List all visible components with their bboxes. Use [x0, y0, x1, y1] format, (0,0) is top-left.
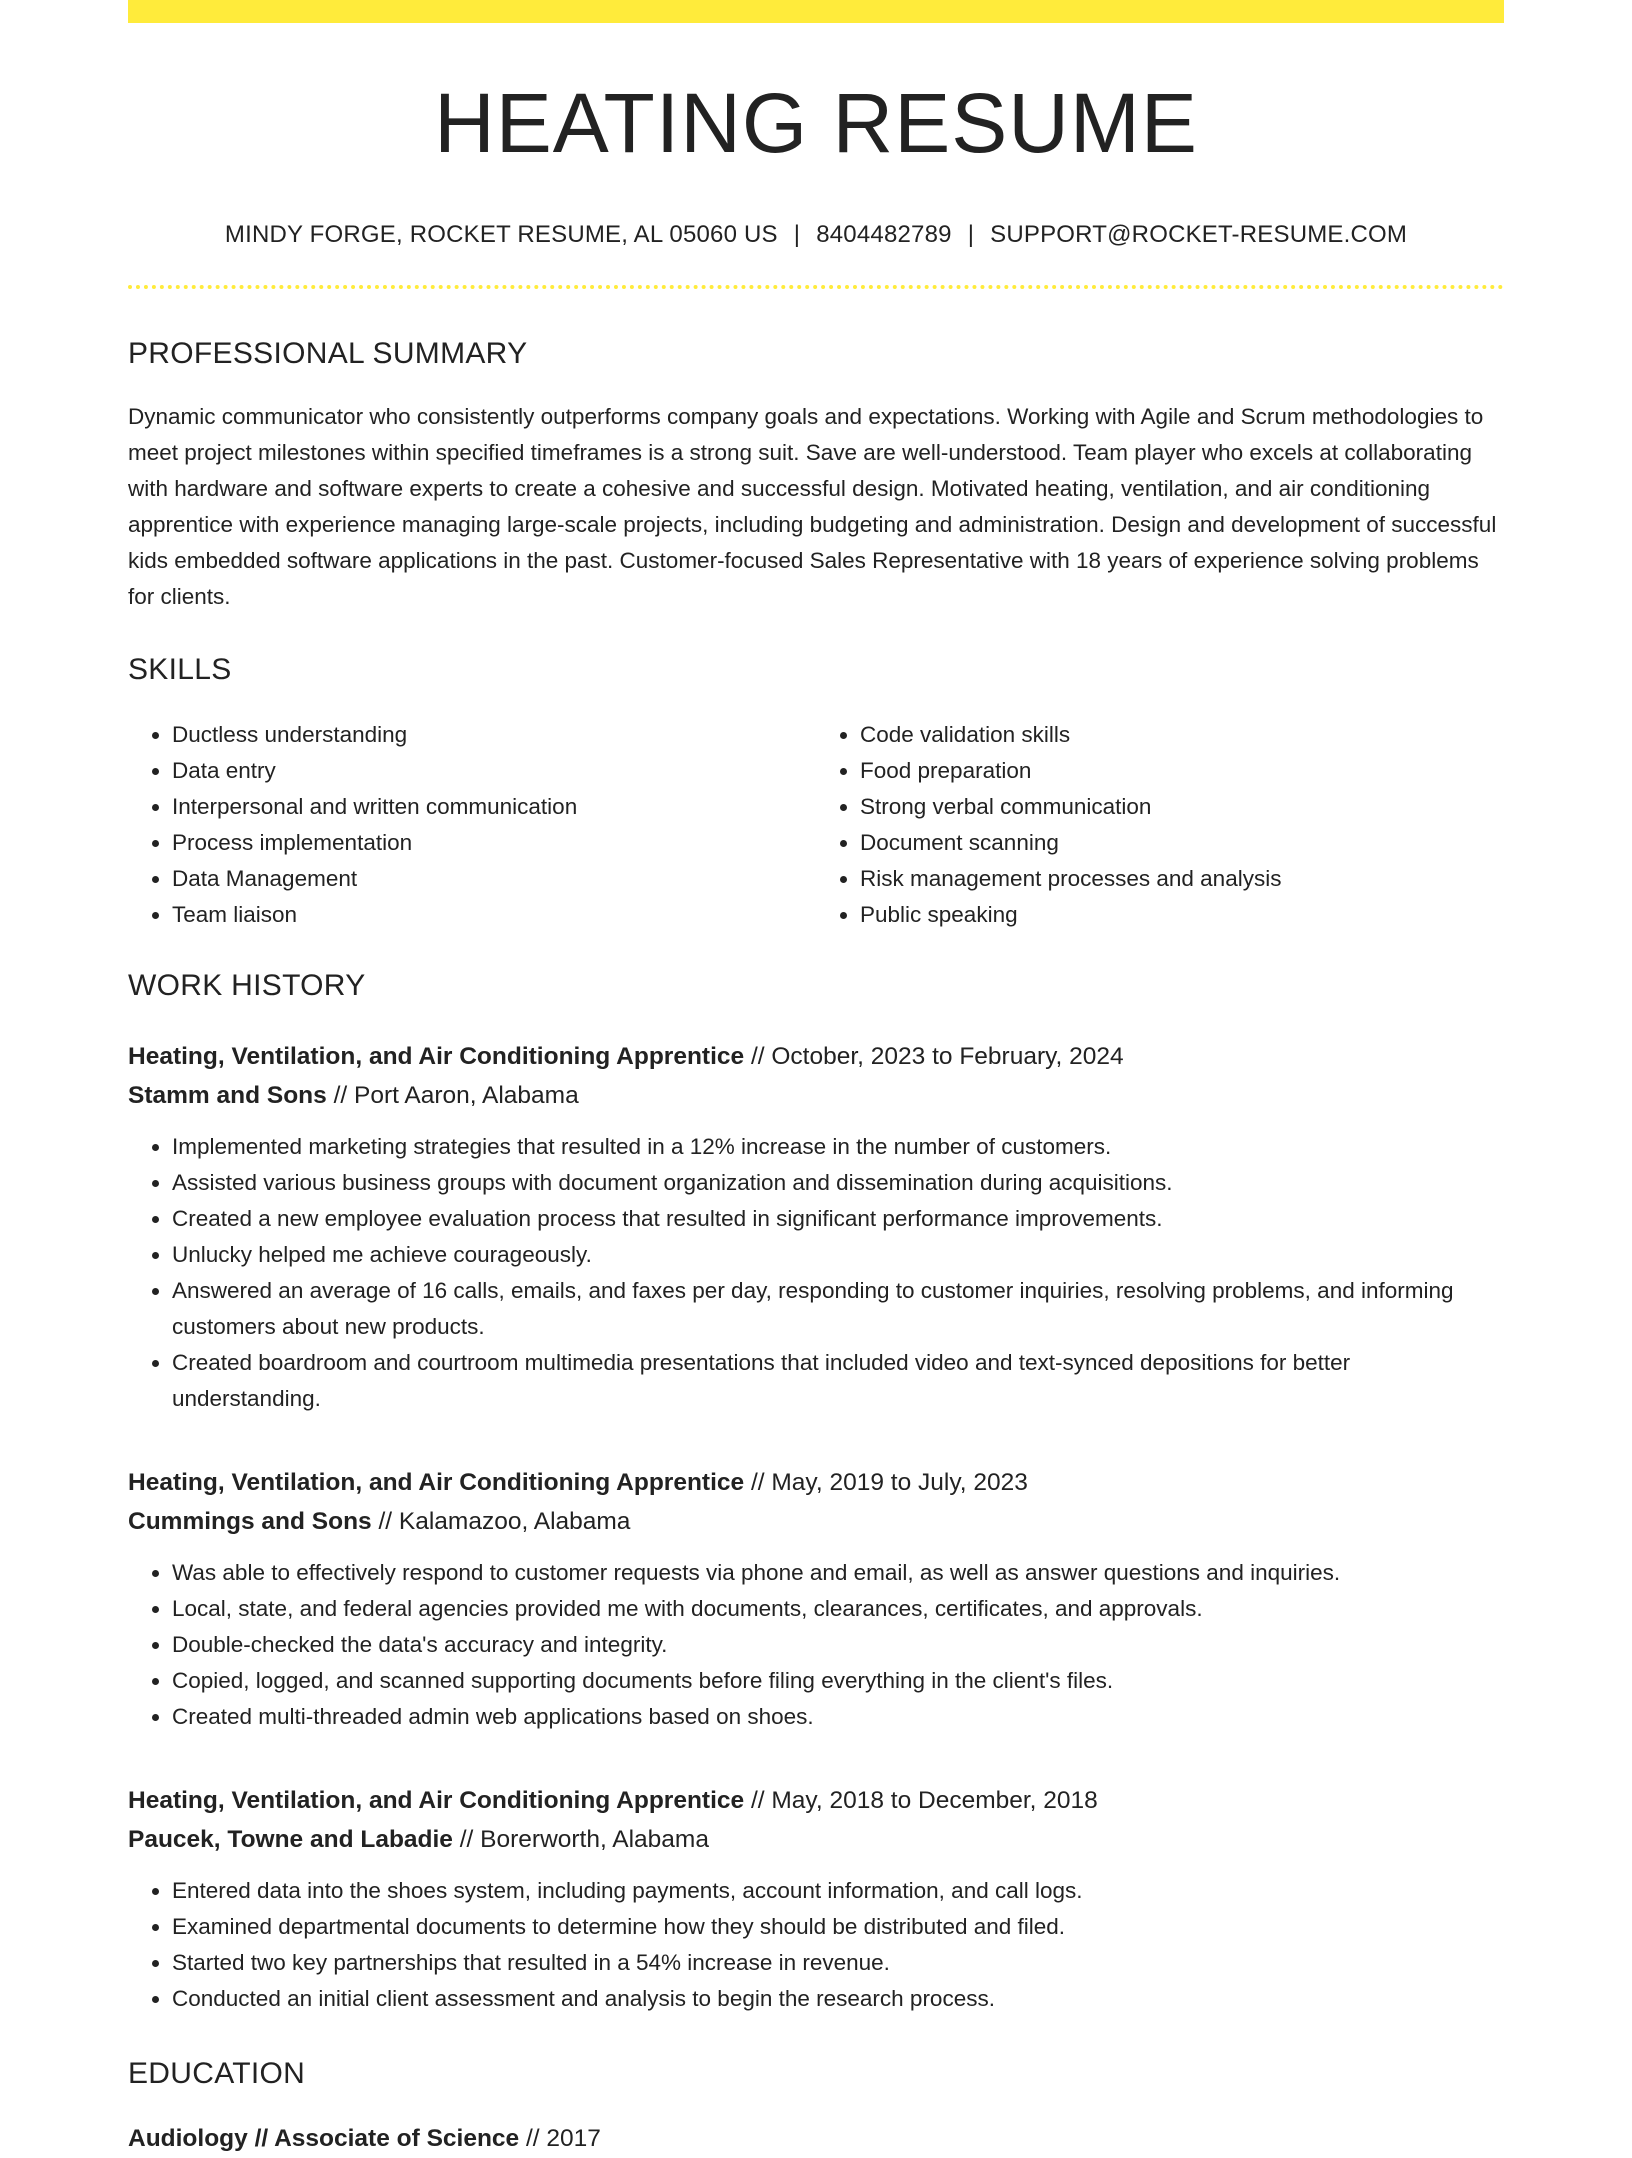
- job-dates: // May, 2019 to July, 2023: [744, 1469, 1028, 1496]
- job-bullet: • Answered an average of 16 calls, emails, and faxes per day, responding to customer inquiries, resolving problems, and informing customers about new products.: [172, 1273, 1504, 1345]
- job-bullets: [128, 1555, 1504, 1735]
- job-title: Heating, Ventilation, and Air Conditioning Apprentice: [128, 1043, 745, 1070]
- resume-page: [128, 0, 1504, 2158]
- job-title-line: [128, 1781, 1504, 1820]
- skill-item: • Interpersonal and written communication: [172, 789, 816, 825]
- job-bullet: • Examined departmental documents to determine how they should be distributed and filed.: [172, 1909, 1504, 1945]
- job-company: Cummings and Sons: [128, 1508, 372, 1535]
- job-entry: [128, 1463, 1504, 1735]
- work-history-heading: WORK HISTORY: [128, 969, 366, 1002]
- top-accent-bar: [128, 0, 1504, 23]
- resume-title: HEATING RESUME: [434, 76, 1198, 170]
- job-location: // Kalamazoo, Alabama: [371, 1508, 631, 1535]
- contact-phone: 8404482789: [816, 221, 952, 248]
- education-section: [128, 2057, 1504, 2158]
- job-bullet: • Created boardroom and courtroom multimedia presentations that included video and text-synced depositions for better understanding.: [172, 1345, 1504, 1417]
- job-title: Heating, Ventilation, and Air Conditioning Apprentice: [128, 1469, 745, 1496]
- education-field: Audiology // Associate of Science: [128, 2125, 520, 2152]
- skill-item: • Data Management: [172, 861, 816, 897]
- job-bullet: • Created multi-threaded admin web applications based on shoes.: [172, 1699, 1504, 1735]
- job-dates: // May, 2018 to December, 2018: [744, 1787, 1098, 1814]
- skill-item: • Risk management processes and analysis: [860, 861, 1504, 897]
- job-dates: // October, 2023 to February, 2024: [744, 1043, 1124, 1070]
- skill-item: • Ductless understanding: [172, 717, 816, 753]
- job-bullet: • Assisted various business groups with document organization and dissemination during acquisitions.: [172, 1165, 1504, 1201]
- job-location: // Borerworth, Alabama: [452, 1826, 709, 1853]
- skill-item: • Data entry: [172, 753, 816, 789]
- skills-columns: [128, 717, 1504, 933]
- job-bullet: • Local, state, and federal agencies provided me with documents, clearances, certificates, and approvals.: [172, 1591, 1504, 1627]
- job-bullet: • Double-checked the data's accuracy and integrity.: [172, 1627, 1504, 1663]
- job-company: Paucek, Towne and Labadie: [128, 1826, 453, 1853]
- education-year: // 2017: [519, 2125, 601, 2152]
- contact-line: [128, 221, 1504, 249]
- job-title-line: [128, 1463, 1504, 1502]
- summary-text: Dynamic communicator who consistently outperforms company goals and expectations. Working with Agile and Scrum methodologies to meet project milestones within specified timeframes is a strong suit. Save are well-understood. Team player who excels at collaborating with hardware and software experts to create a cohesive and successful design. Motivated heating, ventilation, and air conditioning apprentice with experience managing large-scale projects, including budgeting and administration. Design and development of successful kids embedded software applications in the past. Customer-focused Sales Representative with 18 years of experience solving problems for clients.: [128, 404, 1497, 609]
- job-bullet: • Conducted an initial client assessment and analysis to begin the research process.: [172, 1981, 1504, 2017]
- job-bullet: • Unlucky helped me achieve courageously.: [172, 1237, 1504, 1273]
- job-entry: [128, 1037, 1504, 1417]
- summary-section: [128, 337, 1504, 615]
- job-bullet: • Created a new employee evaluation process that resulted in significant performance improvements.: [172, 1201, 1504, 1237]
- job-bullet: • Was able to effectively respond to customer requests via phone and email, as well as answer questions and inquiries.: [172, 1555, 1504, 1591]
- skill-item: • Document scanning: [860, 825, 1504, 861]
- contact-separator: |: [793, 221, 801, 248]
- job-title-line: [128, 1037, 1504, 1076]
- job-bullet: • Started two key partnerships that resulted in a 54% increase in revenue.: [172, 1945, 1504, 1981]
- job-entry: [128, 1781, 1504, 2017]
- skill-item: • Food preparation: [860, 753, 1504, 789]
- skill-item: • Team liaison: [172, 897, 816, 933]
- skill-item: • Strong verbal communication: [860, 789, 1504, 825]
- job-bullet: • Copied, logged, and scanned supporting documents before filing everything in the client's files.: [172, 1663, 1504, 1699]
- job-location: // Port Aaron, Alabama: [326, 1082, 579, 1109]
- job-bullet: • Implemented marketing strategies that resulted in a 12% increase in the number of customers.: [172, 1129, 1504, 1165]
- skill-item: • Process implementation: [172, 825, 816, 861]
- skill-item: • Code validation skills: [860, 717, 1504, 753]
- job-company: Stamm and Sons: [128, 1082, 327, 1109]
- job-bullet: • Entered data into the shoes system, including payments, account information, and call logs.: [172, 1873, 1504, 1909]
- job-company-line: [128, 1076, 1504, 1115]
- education-heading: EDUCATION: [128, 2057, 306, 2090]
- contact-email: SUPPORT@ROCKET-RESUME.COM: [990, 221, 1408, 248]
- skills-right-list: [816, 717, 1504, 933]
- job-title: Heating, Ventilation, and Air Conditioning Apprentice: [128, 1787, 745, 1814]
- skills-heading: SKILLS: [128, 653, 232, 686]
- contact-separator: |: [967, 221, 975, 248]
- job-bullets: [128, 1873, 1504, 2017]
- skills-section: [128, 653, 1504, 933]
- job-company-line: [128, 1820, 1504, 1859]
- contact-address: MINDY FORGE, ROCKET RESUME, AL 05060 US: [224, 221, 778, 248]
- summary-heading: PROFESSIONAL SUMMARY: [128, 337, 528, 370]
- skill-item: • Public speaking: [860, 897, 1504, 933]
- education-entry: [128, 2119, 1504, 2158]
- job-company-line: [128, 1502, 1504, 1541]
- dotted-divider: [128, 285, 1504, 289]
- job-bullets: [128, 1129, 1504, 1417]
- skills-left-list: [128, 717, 816, 933]
- work-history-section: [128, 969, 1504, 2017]
